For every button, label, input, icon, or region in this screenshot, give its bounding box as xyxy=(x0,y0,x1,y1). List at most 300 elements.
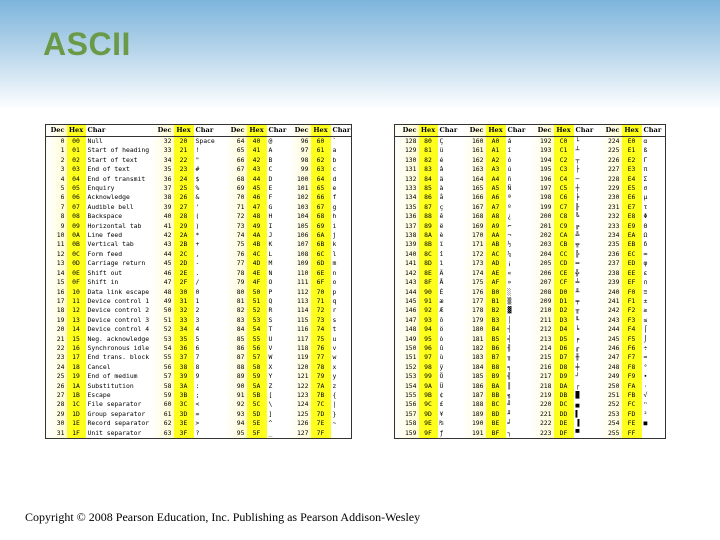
decimal-cell: 250 xyxy=(598,382,622,391)
hex-cell: 93 xyxy=(419,316,438,325)
char-cell: ╨ xyxy=(575,287,580,296)
char-cell: % xyxy=(195,184,200,193)
decimal-cell: 16 xyxy=(46,288,67,297)
decimal-cell: 82 xyxy=(225,306,247,315)
hex-cell: 24 xyxy=(174,175,194,184)
char-cell: Audible bell xyxy=(87,202,134,211)
hex-cell: C4 xyxy=(554,175,574,184)
char-cell: Backspace xyxy=(87,212,123,221)
hex-cell: 4C xyxy=(247,250,267,259)
char-cell: └ xyxy=(575,137,580,145)
table-row xyxy=(395,175,666,184)
hex-cell: E2 xyxy=(622,156,642,165)
decimal-cell: 203 xyxy=(530,240,554,249)
char-cell: ╧ xyxy=(575,278,580,287)
hex-cell: F6 xyxy=(622,344,642,353)
char-cell: ╖ xyxy=(507,353,512,362)
decimal-cell: 112 xyxy=(289,288,311,297)
hex-cell: 6F xyxy=(311,278,331,287)
decimal-cell: 5 xyxy=(46,184,67,193)
hex-cell: B4 xyxy=(486,325,506,334)
hex-cell: FF xyxy=(622,429,642,439)
decimal-cell: 176 xyxy=(462,288,486,297)
hex-cell: 2C xyxy=(174,250,194,259)
char-cell: ╡ xyxy=(507,334,512,343)
decimal-cell: 107 xyxy=(289,240,311,249)
decimal-cell: 79 xyxy=(225,278,247,287)
char-cell: { xyxy=(332,390,337,399)
decimal-cell: 190 xyxy=(462,419,486,428)
hex-cell: 1A xyxy=(67,382,86,391)
hex-cell: 81 xyxy=(419,146,438,155)
hex-cell: 1C xyxy=(67,400,86,409)
hex-cell: A1 xyxy=(486,146,506,155)
char-cell: ∩ xyxy=(643,278,648,287)
decimal-cell: 235 xyxy=(598,240,622,249)
decimal-cell: 163 xyxy=(462,165,486,174)
hex-cell: 79 xyxy=(311,372,331,381)
table-row xyxy=(395,410,666,419)
char-cell: Ω xyxy=(643,231,648,240)
decimal-cell: 26 xyxy=(46,382,67,391)
char-cell: ╩ xyxy=(575,231,580,240)
hex-cell: 94 xyxy=(419,325,438,334)
table-row xyxy=(395,400,666,409)
char-cell: É xyxy=(439,287,444,296)
hex-cell: 42 xyxy=(247,156,267,165)
decimal-cell: 95 xyxy=(225,429,247,439)
hex-cell: BA xyxy=(486,382,506,391)
char-cell: φ xyxy=(643,259,648,268)
decimal-cell: 138 xyxy=(395,231,419,240)
char-cell: & xyxy=(195,193,200,202)
char-cell: ╣ xyxy=(507,372,512,381)
char-cell: # xyxy=(195,165,200,174)
dec-column-header: Dec xyxy=(530,125,554,137)
char-cell: ¥ xyxy=(439,409,444,418)
char-cell: End trans. block xyxy=(87,353,150,362)
dec-column-header: Dec xyxy=(46,125,67,137)
decimal-cell: 168 xyxy=(462,212,486,221)
decimal-cell: 196 xyxy=(530,175,554,184)
hex-cell: 92 xyxy=(419,306,438,315)
decimal-cell: 223 xyxy=(530,429,554,439)
char-cell: ü xyxy=(439,146,444,155)
hex-cell: 54 xyxy=(247,325,267,334)
char-cell: y xyxy=(332,372,337,381)
decimal-cell: 172 xyxy=(462,250,486,259)
table-row xyxy=(395,419,666,428)
decimal-cell: 29 xyxy=(46,410,67,419)
char-cell: ¬ xyxy=(507,231,512,240)
char-cell: ≡ xyxy=(643,287,648,296)
char-cell: " xyxy=(195,155,200,164)
hex-cell: E3 xyxy=(622,165,642,174)
char-cell: Line feed xyxy=(87,231,123,240)
hex-cell: 40 xyxy=(247,137,267,147)
decimal-cell: 206 xyxy=(530,269,554,278)
char-cell: Device control 1 xyxy=(87,296,150,305)
char-cell: » xyxy=(507,278,512,287)
hex-cell: BD xyxy=(486,410,506,419)
char-cell: j xyxy=(332,231,337,240)
char-cell: ╝ xyxy=(507,400,512,409)
hex-cell: 69 xyxy=(311,222,331,231)
decimal-cell: 199 xyxy=(530,203,554,212)
hex-cell: AC xyxy=(486,250,506,259)
decimal-cell: 237 xyxy=(598,259,622,268)
char-cell: ñ xyxy=(507,174,512,183)
char-cell: 8 xyxy=(195,362,200,371)
hex-cell: B2 xyxy=(486,306,506,315)
decimal-cell: 116 xyxy=(289,325,311,334)
decimal-cell: 34 xyxy=(150,156,174,165)
hex-cell: 9F xyxy=(419,429,438,439)
decimal-cell: 56 xyxy=(150,363,174,372)
decimal-cell: 128 xyxy=(395,137,419,147)
char-cell: q xyxy=(332,296,337,305)
copyright-footer: Copyright © 2008 Pearson Education, Inc. Publishing as Pearson Addison-Wesley xyxy=(25,510,421,524)
hex-cell: 3B xyxy=(174,391,194,400)
char-cell: ╗ xyxy=(507,390,512,399)
decimal-cell: 73 xyxy=(225,222,247,231)
decimal-cell: 214 xyxy=(530,344,554,353)
hex-cell: 86 xyxy=(419,193,438,202)
table-row xyxy=(46,363,352,372)
char-cell: ï xyxy=(439,240,444,249)
decimal-cell: 148 xyxy=(395,325,419,334)
decimal-cell: 109 xyxy=(289,259,311,268)
decimal-cell: 42 xyxy=(150,231,174,240)
char-cell: ¼ xyxy=(507,249,512,258)
char-cell: ╙ xyxy=(575,315,580,324)
char-cell: ║ xyxy=(507,381,512,390)
decimal-cell: 67 xyxy=(225,165,247,174)
char-cell: Y xyxy=(268,372,273,381)
char-cell: τ xyxy=(643,202,648,211)
char-cell: m xyxy=(332,259,337,268)
decimal-cell: 97 xyxy=(289,146,311,155)
decimal-cell: 23 xyxy=(46,353,67,362)
decimal-cell: 21 xyxy=(46,335,67,344)
char-cell: █ xyxy=(575,390,580,399)
decimal-cell: 238 xyxy=(598,269,622,278)
decimal-cell: 111 xyxy=(289,278,311,287)
decimal-cell: 192 xyxy=(530,137,554,147)
decimal-cell: 158 xyxy=(395,419,419,428)
decimal-cell: 40 xyxy=(150,212,174,221)
char-cell: ╕ xyxy=(507,362,512,371)
hex-cell: F4 xyxy=(622,325,642,334)
hex-cell: 97 xyxy=(419,353,438,362)
decimal-cell: 8 xyxy=(46,212,67,221)
hex-cell: 7E xyxy=(311,419,331,428)
decimal-cell: 131 xyxy=(395,165,419,174)
hex-cell: F7 xyxy=(622,353,642,362)
decimal-cell: 37 xyxy=(150,184,174,193)
decimal-cell: 105 xyxy=(289,222,311,231)
hex-cell: CC xyxy=(554,250,574,259)
decimal-cell: 122 xyxy=(289,382,311,391)
hex-cell: 5C xyxy=(247,400,267,409)
decimal-cell: 19 xyxy=(46,316,67,325)
table-row xyxy=(395,372,666,381)
char-cell: Neg. acknowledge xyxy=(87,334,150,343)
decimal-cell: 167 xyxy=(462,203,486,212)
char-cell: ╪ xyxy=(575,362,580,371)
hex-cell: CE xyxy=(554,269,574,278)
char-cell: Start of heading xyxy=(87,146,150,155)
decimal-cell: 130 xyxy=(395,156,419,165)
char-column-header: Char xyxy=(506,125,530,137)
decimal-cell: 66 xyxy=(225,156,247,165)
char-cell: ╟ xyxy=(575,202,580,211)
table-row xyxy=(46,382,352,391)
char-cell: Cancel xyxy=(87,362,111,371)
char-cell: N xyxy=(268,268,273,277)
decimal-cell: 229 xyxy=(598,184,622,193)
char-cell: c xyxy=(332,165,337,174)
char-cell: ò xyxy=(439,334,444,343)
hex-cell: 90 xyxy=(419,288,438,297)
char-cell: Ä xyxy=(439,268,444,277)
hex-cell: 98 xyxy=(419,363,438,372)
hex-cell: F1 xyxy=(622,297,642,306)
decimal-cell: 103 xyxy=(289,203,311,212)
decimal-cell: 135 xyxy=(395,203,419,212)
hex-cell: 04 xyxy=(67,175,86,184)
hex-cell: E9 xyxy=(622,222,642,231)
hex-cell: 78 xyxy=(311,363,331,372)
char-cell: ÷ xyxy=(643,343,648,352)
hex-cell: 5A xyxy=(247,382,267,391)
char-cell: ú xyxy=(507,165,512,174)
char-cell: ù xyxy=(439,353,444,362)
char-cell: F xyxy=(268,193,273,202)
hex-cell: 15 xyxy=(67,335,86,344)
hex-cell: C7 xyxy=(554,203,574,212)
decimal-cell: 208 xyxy=(530,288,554,297)
hex-cell: E6 xyxy=(622,193,642,202)
hex-cell: 28 xyxy=(174,212,194,221)
decimal-cell: 2 xyxy=(46,156,67,165)
table-row xyxy=(46,240,352,249)
char-cell: ▐ xyxy=(575,419,580,428)
decimal-cell: 173 xyxy=(462,259,486,268)
decimal-cell: 165 xyxy=(462,184,486,193)
hex-cell: 4B xyxy=(247,240,267,249)
hex-cell: 50 xyxy=(247,288,267,297)
char-cell: Å xyxy=(439,278,444,287)
char-cell: Synchronous idle xyxy=(87,343,150,352)
decimal-cell: 151 xyxy=(395,353,419,362)
char-cell: k xyxy=(332,240,337,249)
char-cell: ! xyxy=(195,146,200,155)
hex-cell: 6E xyxy=(311,269,331,278)
char-cell: Null xyxy=(87,137,103,145)
decimal-cell: 68 xyxy=(225,175,247,184)
decimal-cell: 226 xyxy=(598,156,622,165)
decimal-cell: 45 xyxy=(150,259,174,268)
hex-cell: 9A xyxy=(419,382,438,391)
hex-cell: A0 xyxy=(486,137,506,147)
decimal-cell: 240 xyxy=(598,288,622,297)
char-cell: · xyxy=(643,381,648,390)
char-cell: ì xyxy=(439,259,444,268)
hex-cell: FB xyxy=(622,391,642,400)
char-cell: O xyxy=(268,278,273,287)
decimal-cell: 125 xyxy=(289,410,311,419)
hex-cell: 7D xyxy=(311,410,331,419)
char-cell: ( xyxy=(195,212,200,221)
decimal-cell: 137 xyxy=(395,222,419,231)
hex-cell: 3C xyxy=(174,400,194,409)
hex-cell: 71 xyxy=(311,297,331,306)
hex-cell: D9 xyxy=(554,372,574,381)
decimal-cell: 215 xyxy=(530,353,554,362)
hex-cell: 7B xyxy=(311,391,331,400)
char-cell: √ xyxy=(643,390,648,399)
hex-cell: E8 xyxy=(622,212,642,221)
decimal-cell: 53 xyxy=(150,335,174,344)
decimal-cell: 204 xyxy=(530,250,554,259)
hex-cell: 62 xyxy=(311,156,331,165)
hex-cell: 0C xyxy=(67,250,86,259)
hex-cell: 66 xyxy=(311,193,331,202)
header-row xyxy=(395,125,666,137)
decimal-cell: 205 xyxy=(530,259,554,268)
char-cell: v xyxy=(332,343,337,352)
hex-cell: D5 xyxy=(554,335,574,344)
table-row xyxy=(46,231,352,240)
hex-cell: D6 xyxy=(554,344,574,353)
decimal-cell: 193 xyxy=(530,146,554,155)
decimal-cell: 80 xyxy=(225,288,247,297)
hex-cell: 34 xyxy=(174,325,194,334)
table-row xyxy=(395,316,666,325)
char-cell: u xyxy=(332,334,337,343)
table-row xyxy=(46,335,352,344)
ascii-table-0-127 xyxy=(45,124,352,439)
dec-column-header: Dec xyxy=(289,125,311,137)
decimal-cell: 154 xyxy=(395,382,419,391)
decimal-cell: 99 xyxy=(289,165,311,174)
decimal-cell: 47 xyxy=(150,278,174,287)
hex-cell: 6D xyxy=(311,259,331,268)
decimal-cell: 191 xyxy=(462,429,486,439)
char-cell: Γ xyxy=(643,155,648,164)
table-row xyxy=(46,344,352,353)
hex-cell: DA xyxy=(554,382,574,391)
hex-cell: 55 xyxy=(247,335,267,344)
decimal-cell: 85 xyxy=(225,335,247,344)
char-cell: ╦ xyxy=(575,240,580,249)
decimal-cell: 159 xyxy=(395,429,419,439)
char-cell: ▌ xyxy=(575,409,580,418)
hex-cell: 10 xyxy=(67,288,86,297)
char-cell: Escape xyxy=(87,390,111,399)
char-cell: D xyxy=(268,174,273,183)
char-cell: û xyxy=(439,343,444,352)
char-cell: | xyxy=(332,400,337,409)
decimal-cell: 248 xyxy=(598,363,622,372)
hex-cell: A7 xyxy=(486,203,506,212)
decimal-cell: 144 xyxy=(395,288,419,297)
char-cell: K xyxy=(268,240,273,249)
char-cell: S xyxy=(268,315,273,324)
char-cell: d xyxy=(332,174,337,183)
decimal-cell: 219 xyxy=(530,391,554,400)
hex-cell: FD xyxy=(622,410,642,419)
hex-cell: 11 xyxy=(67,297,86,306)
hex-cell: DF xyxy=(554,429,574,439)
table-row xyxy=(46,353,352,362)
dec-column-header: Dec xyxy=(598,125,622,137)
table-row xyxy=(395,165,666,174)
decimal-cell: 65 xyxy=(225,146,247,155)
char-cell: ê xyxy=(439,212,444,221)
table-row xyxy=(395,288,666,297)
hex-cell: 72 xyxy=(311,306,331,315)
decimal-cell: 225 xyxy=(598,146,622,155)
decimal-cell: 69 xyxy=(225,184,247,193)
char-cell: Ü xyxy=(439,381,444,390)
char-cell: W xyxy=(268,353,273,362)
hex-cell: 12 xyxy=(67,306,86,315)
hex-cell: 85 xyxy=(419,184,438,193)
hex-cell: CD xyxy=(554,259,574,268)
decimal-cell: 153 xyxy=(395,372,419,381)
decimal-cell: 197 xyxy=(530,184,554,193)
hex-cell: 83 xyxy=(419,165,438,174)
hex-cell: 20 xyxy=(174,137,194,147)
decimal-cell: 49 xyxy=(150,297,174,306)
hex-cell: 8D xyxy=(419,259,438,268)
char-cell: ╤ xyxy=(575,296,580,305)
hex-cell: DC xyxy=(554,400,574,409)
char-cell: P xyxy=(268,287,273,296)
decimal-cell: 241 xyxy=(598,297,622,306)
hex-cell: B6 xyxy=(486,344,506,353)
decimal-cell: 234 xyxy=(598,231,622,240)
char-cell: Σ xyxy=(643,174,648,183)
decimal-cell: 146 xyxy=(395,306,419,315)
char-column-header: Char xyxy=(574,125,598,137)
hex-cell: 36 xyxy=(174,344,194,353)
char-cell: ? xyxy=(195,428,200,437)
char-cell: Record separator xyxy=(87,419,150,428)
char-cell: 5 xyxy=(195,334,200,343)
char-cell: ₧ xyxy=(439,419,444,428)
decimal-cell: 102 xyxy=(289,193,311,202)
char-cell: L xyxy=(268,249,273,258)
decimal-cell: 92 xyxy=(225,400,247,409)
char-cell: \ xyxy=(268,400,273,409)
hex-cell: 4D xyxy=(247,259,267,268)
hex-cell: 2D xyxy=(174,259,194,268)
decimal-cell: 166 xyxy=(462,193,486,202)
hex-cell: 14 xyxy=(67,325,86,334)
char-cell: Acknowledge xyxy=(87,193,130,202)
char-cell: á xyxy=(507,137,512,145)
char-cell: M xyxy=(268,259,273,268)
char-cell: è xyxy=(439,231,444,240)
decimal-cell: 78 xyxy=(225,269,247,278)
char-cell: ` xyxy=(332,137,337,145)
hex-cell: 9D xyxy=(419,410,438,419)
decimal-cell: 184 xyxy=(462,363,486,372)
hex-cell: 57 xyxy=(247,353,267,362)
